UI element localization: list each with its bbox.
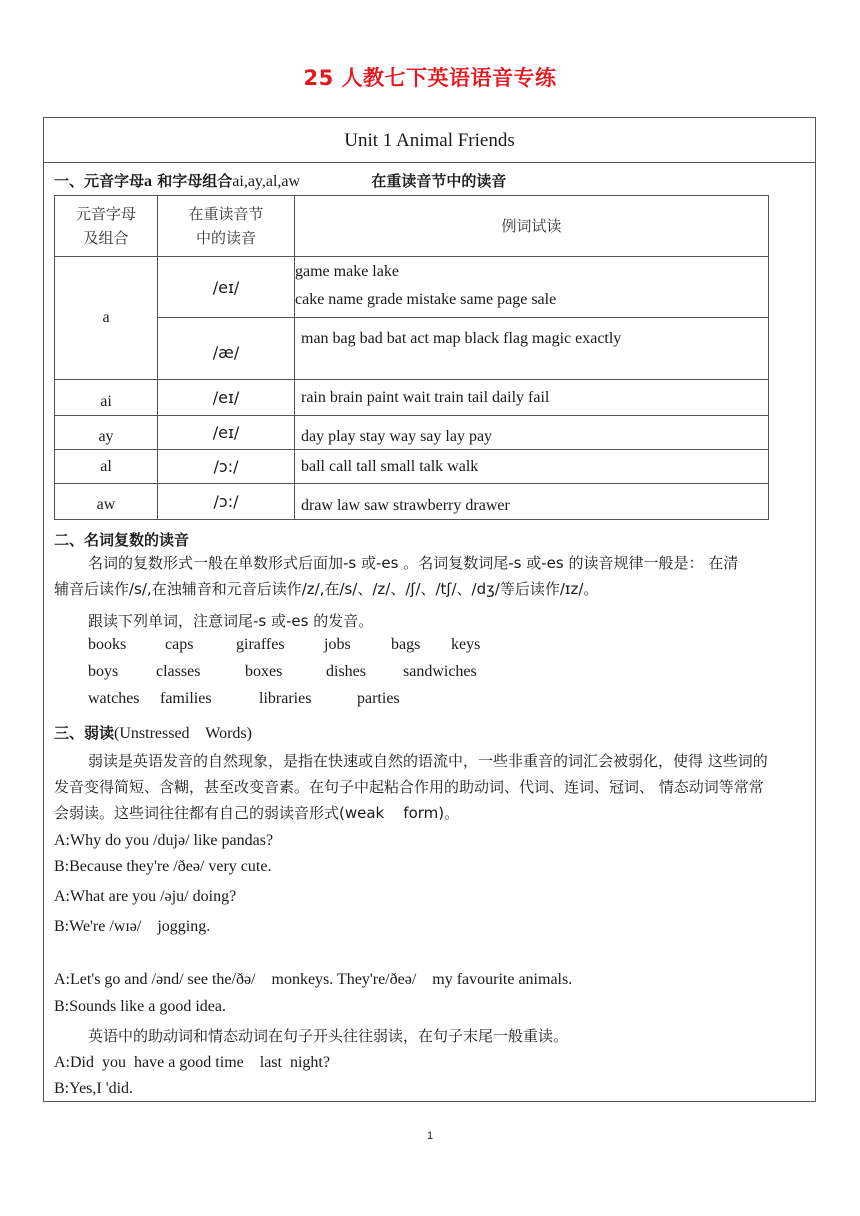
dialog-line: A:Did you have a good time last night? [54, 1054, 330, 1071]
section3-paragraph-line: 弱读是英语发音的自然现象，是指在快速或自然的语流中，一些非重音的词汇会被弱化，使得 这些词的 [88, 752, 768, 770]
section1-heading-part: 在重读音节中的读音 [371, 172, 507, 190]
plural-word: jobs [324, 636, 351, 653]
example-cell [295, 257, 769, 318]
phonetic-cell: /eɪ/ [158, 380, 295, 416]
example-line: cake name grade mistake same page sale [295, 291, 557, 308]
plural-word: caps [165, 636, 194, 653]
plural-word: boxes [245, 663, 283, 680]
example-cell: rain brain paint wait train tail daily fail [295, 380, 769, 416]
plural-word: watches [88, 690, 140, 707]
document-title: 25 人教七下英语语音专练 [303, 66, 557, 90]
letter-cell: ay [55, 416, 158, 450]
example-cell: man bag bad bat act map black flag magic exactly [295, 318, 769, 380]
header-line: 中的读音 [195, 229, 256, 247]
unit-title: Unit 1 Animal Friends [344, 130, 515, 151]
section3-paragraph-line: 会弱读。这些词往往都有自己的弱读音形式(weak form)。 [54, 804, 460, 822]
dialog-line: B:Yes,I 'did. [54, 1080, 134, 1097]
plural-word: parties [357, 690, 400, 707]
plural-word: boys [88, 663, 119, 680]
section3-note: 英语中的助动词和情态动词在句子开头往往弱读，在句子末尾一般重读。 [88, 1027, 569, 1045]
section3-heading [54, 722, 252, 743]
dialog-line: B:We're /wɪə/ jogging. [54, 918, 211, 935]
table-header-cell [158, 196, 295, 257]
dialog-line: B:Because they're /ðeə/ very cute. [54, 858, 272, 875]
letter-cell: aw [55, 484, 158, 520]
section2-paragraph-line: 名词的复数形式一般在单数形式后面加-s 或-es 。名词复数词尾-s 或-es 的读音规律一般是： 在清 [88, 554, 739, 572]
phonetic-cell: /æ/ [158, 318, 295, 380]
table-header-cell [55, 196, 158, 257]
section2-paragraph-line: 辅音后读作/s/,在浊辅音和元音后读作/z/,在/s/、/z/、/ʃ/、/tʃ/、/dʒ/等后读作/ɪz/。 [54, 580, 599, 598]
plural-word: bags [391, 636, 421, 653]
plural-word: dishes [326, 663, 366, 680]
phonetic-cell: /eɪ/ [158, 416, 295, 450]
example-cell: ball call tall small talk walk [295, 450, 769, 484]
plural-word: families [160, 690, 212, 707]
section1-heading-part: 一、元音字母 [54, 172, 145, 190]
section2-instruction: 跟读下列单词，注意词尾-s 或-es 的发音。 [88, 612, 374, 630]
example-cell: day play stay way say lay pay [295, 416, 769, 450]
section1-heading-part: ai,ay,al,aw [232, 173, 301, 190]
section3-heading-part: (Unstressed Words) [114, 725, 252, 742]
phonetic-cell: /ɔ:/ [158, 484, 295, 520]
letter-cell: al [55, 450, 158, 484]
header-line: 元音字母 [75, 205, 136, 223]
example-cell: draw law saw strawberry drawer [295, 484, 769, 520]
table-row [55, 450, 769, 484]
section3-heading-part: 三、弱读 [54, 724, 115, 742]
plural-word: giraffes [236, 636, 285, 653]
dialog-line: A:What are you /əju/ doing? [54, 888, 237, 905]
plural-word: books [88, 636, 127, 653]
header-line: 及组合 [83, 229, 129, 247]
section3-paragraph-line: 发音变得简短、含糊，甚至改变音素。在句子中起粘合作用的助动词、代词、连词、冠词、 情态动词等常常 [54, 778, 764, 796]
section1-heading-part: 和字母组合 [157, 172, 233, 190]
vowel-table [54, 195, 769, 520]
content-frame [43, 117, 816, 1102]
dialog-line: A:Why do you /dujə/ like pandas? [54, 832, 274, 849]
plural-word: libraries [259, 690, 312, 707]
table-row [55, 416, 769, 450]
section2-heading: 二、名词复数的读音 [54, 531, 190, 549]
letter-cell: a [55, 257, 158, 380]
phonetic-cell: /ɔ:/ [158, 450, 295, 484]
plural-word: classes [156, 663, 201, 680]
page-number: 1 [426, 1130, 434, 1142]
plural-word: keys [451, 636, 481, 653]
divider [44, 162, 815, 163]
phonetic-cell: /eɪ/ [158, 257, 295, 318]
example-line: game make lake [295, 263, 399, 280]
table-row [55, 380, 769, 416]
section1-heading [54, 170, 506, 191]
table-header-cell: 例词试读 [295, 196, 769, 257]
dialog-line: B:Sounds like a good idea. [54, 998, 226, 1015]
table-row [55, 257, 769, 318]
table-row [55, 484, 769, 520]
plural-word: sandwiches [403, 663, 477, 680]
table-row [55, 318, 769, 380]
section1-heading-part: a [144, 173, 153, 190]
letter-cell: ai [55, 380, 158, 416]
header-line: 在重读音节 [188, 205, 264, 223]
table-header-row [55, 196, 769, 257]
dialog-line: A:Let's go and /ənd/ see the/ðə/ monkeys. They're/ðeə/ my favourite animals. [54, 971, 573, 988]
